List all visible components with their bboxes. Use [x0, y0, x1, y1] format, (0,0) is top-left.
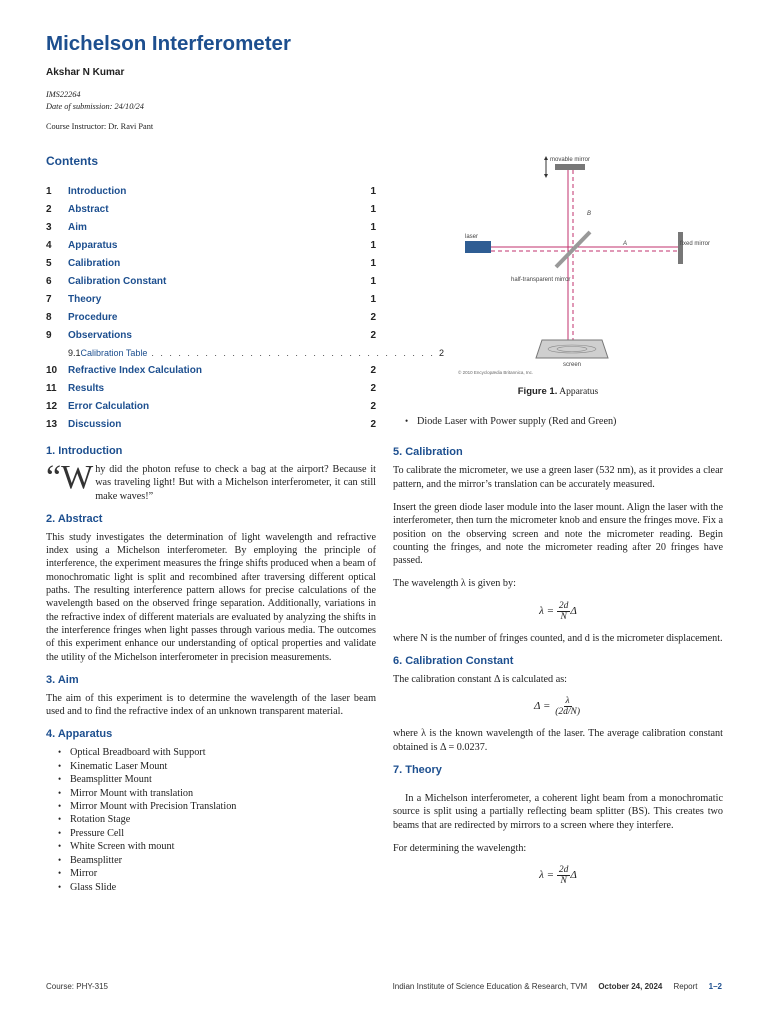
toc-page: 2	[370, 418, 376, 430]
interferometer-diagram	[418, 150, 711, 380]
toc-label: Discussion	[68, 418, 122, 430]
theory-equation: λ = $\frac{2d}{N}$ Δ	[539, 865, 577, 887]
toc-dots: . . . . . . . . . . . . . . . . . . . . . . . . . . . . . . . .	[151, 347, 435, 358]
toc-num: 3	[46, 221, 52, 233]
toc-label: Abstract	[68, 203, 109, 215]
toc-page: 1	[370, 239, 376, 251]
toc-item[interactable]	[46, 200, 376, 218]
label-fixed: fixed mirror	[680, 241, 711, 247]
toc-item[interactable]	[46, 397, 376, 415]
toc-page: 2	[370, 329, 376, 341]
list-item: • Optical Breadboard with Support	[58, 746, 376, 759]
toc-item[interactable]	[46, 236, 376, 254]
left-column	[46, 150, 444, 904]
toc-item[interactable]	[46, 326, 376, 344]
footer-right: Indian Institute of Science Education & Research, TVM October 24, 2024 Report 1–2	[392, 982, 722, 991]
apparatus-list	[46, 746, 376, 893]
submission-date: Date of submission: 24/10/24	[46, 102, 144, 111]
toc-item[interactable]	[46, 272, 376, 290]
list-item: • Glass Slide	[58, 881, 376, 894]
toc-page: 2	[370, 311, 376, 323]
student-id: IMS22264	[46, 90, 81, 99]
list-item: • Mirror Mount with Precision Translation	[58, 800, 376, 813]
list-item: • Beamsplitter	[58, 854, 376, 867]
calibration-p2: Insert the green diode laser module into the laser mount. Align the laser with the interferometer, then turn the micrometer knob and ensure the fringes move. Fix a position on the observing screen and note the micrometer reading. Begin counting the fringes, and note the micrometer reading after 20 fringes have passed.	[393, 502, 724, 567]
calibration-constant-heading: 6. Calibration Constant	[393, 655, 514, 668]
toc-page: 1	[370, 257, 376, 269]
toc-item[interactable]	[46, 218, 376, 236]
toc-page: 1	[370, 203, 376, 215]
toc-subitem[interactable]	[46, 344, 444, 361]
list-item: • Mirror Mount with translation	[58, 787, 376, 800]
aim-heading: 3. Aim	[46, 673, 79, 686]
theory-heading: 7. Theory	[393, 763, 442, 776]
toc-page: 2	[438, 347, 444, 358]
label-copyright: © 2010 Encyclopædia Britannica, Inc.	[458, 370, 534, 375]
toc-page: 1	[370, 293, 376, 305]
list-item: • Beamsplitter Mount	[58, 773, 376, 786]
movable-mirror-shape	[555, 164, 585, 170]
list-item: • Pressure Cell	[58, 827, 376, 840]
calibration-p1: To calibrate the micrometer, we use a green laser (532 nm), as it provides a clear pattern, and the mirror’s translation can be accurately measured.	[393, 465, 723, 490]
toc-label: Introduction	[68, 185, 127, 197]
toc-page: 2	[370, 364, 376, 376]
toc-num: 7	[46, 293, 52, 305]
introduction-text: “Why did the photon refuse to check a bag at the airport? Because it was traveling light! But with a Michelson interferometer, it can still make waves!”	[46, 459, 376, 502]
toc-label: Error Calculation	[68, 400, 150, 412]
toc-num: 13	[46, 418, 58, 430]
toc-page: 2	[370, 400, 376, 412]
toc-num: 5	[46, 257, 52, 269]
abstract-text: This study investigates the determination of light wavelength and refractive index using a Michelson interferometer. By employing the principle of interference, the experiment measures the fringe shifts produced when a beam of monochromatic light is split and recombined after traversing different optical paths. The resulting interference pattern allows for precise calculations of the wavelength based on the observed fringe separation. Additionally, variations in the refractive index of different materials are evaluated by analyzing the shifts in the interference fringes when light passes through various media. The outcomes of this experiment enhance our understanding of optical properties and validate the utility of the Michelson interferometer in precision measurements.	[46, 531, 376, 663]
abstract-heading: 2. Abstract	[46, 512, 103, 525]
toc-label: Apparatus	[68, 239, 118, 251]
footer-course: Course: PHY-315	[46, 982, 108, 991]
label-screen: screen	[562, 362, 582, 368]
label-b: B	[587, 211, 592, 217]
toc-item[interactable]	[46, 182, 376, 200]
apparatus-heading: 4. Apparatus	[46, 728, 113, 741]
calibration-heading: 5. Calibration	[393, 446, 463, 459]
toc-label: Calibration	[68, 257, 121, 269]
list-item: • Rotation Stage	[58, 813, 376, 826]
toc-num: 10	[46, 364, 58, 376]
list-item: • Diode Laser with Power supply (Red and Green)	[405, 415, 723, 428]
toc-num: 9.1	[68, 347, 81, 358]
right-column	[393, 150, 723, 896]
apparatus-figure	[418, 150, 711, 380]
toc-page: 1	[370, 275, 376, 287]
table-of-contents	[46, 182, 444, 433]
toc-num: 1	[46, 185, 52, 197]
laser-shape	[465, 241, 491, 253]
toc-label: Aim	[68, 221, 87, 233]
theory-p2: For determining the wavelength:	[393, 842, 527, 854]
calconst-p2: where λ is the known wavelength of the laser. The average calibration constant obtained is Δ = 0.0237.	[393, 728, 723, 753]
toc-item[interactable]	[46, 361, 376, 379]
author-name: Akshar N Kumar	[46, 67, 125, 78]
toc-label: Observations	[68, 329, 132, 341]
calibration-p4: where N is the number of fringes counted, and d is the micrometer displacement.	[393, 632, 723, 644]
list-item: • White Screen with mount	[58, 840, 376, 853]
toc-num: 4	[46, 239, 52, 251]
toc-num: 6	[46, 275, 52, 287]
toc-label: Calibration Table	[80, 347, 148, 358]
toc-item[interactable]	[46, 379, 376, 397]
contents-heading: Contents	[46, 154, 98, 168]
list-item: • Kinematic Laser Mount	[58, 760, 376, 773]
apparatus-list-continued	[393, 415, 723, 428]
figure-caption: Figure 1. Apparatus	[517, 386, 599, 397]
toc-page: 1	[370, 221, 376, 233]
dropcap: “W	[46, 459, 94, 496]
toc-num: 8	[46, 311, 52, 323]
label-movable: movable mirror	[549, 157, 591, 163]
toc-num: 11	[46, 382, 57, 394]
toc-label: Theory	[68, 293, 102, 305]
aim-text: The aim of this experiment is to determine the wavelength of the laser beam used and to find the refractive index of an unknown transparent material.	[46, 692, 376, 718]
toc-label: Procedure	[68, 311, 118, 323]
label-half: half-transparent mirror	[511, 277, 571, 283]
calibration-p3: The wavelength λ is given by:	[393, 578, 516, 590]
toc-num: 9	[46, 329, 52, 341]
toc-item[interactable]	[46, 308, 376, 326]
label-laser: laser	[465, 234, 479, 240]
screen-shape	[536, 340, 608, 358]
course-instructor: Course Instructor: Dr. Ravi Pant	[46, 122, 154, 131]
toc-num: 12	[46, 400, 58, 412]
toc-page: 2	[370, 382, 376, 394]
toc-label: Results	[68, 382, 105, 394]
toc-label: Calibration Constant	[68, 275, 167, 287]
fixed-mirror-shape	[678, 232, 683, 264]
page-title: Michelson Interferometer	[46, 32, 291, 55]
label-a: A	[623, 241, 628, 247]
toc-label: Refractive Index Calculation	[68, 364, 202, 376]
delta-equation: Δ = $\frac{\lambda}{(2d/N)}$	[534, 696, 580, 718]
toc-item[interactable]	[46, 254, 376, 272]
calconst-p1: The calibration constant Δ is calculated as:	[393, 674, 568, 686]
introduction-heading: 1. Introduction	[46, 445, 123, 457]
toc-item[interactable]	[46, 290, 376, 308]
wavelength-equation: λ = $\frac{2d}{N}$ Δ	[539, 600, 577, 622]
toc-page: 1	[370, 185, 376, 197]
theory-p1: In a Michelson interferometer, a coherent light beam from a monochromatic source is split using a partially reflecting beam splitter (BS). This creates two beams that are redirected by mirrors to a screen where they interfere.	[393, 792, 723, 831]
toc-num: 2	[46, 203, 52, 215]
list-item: • Mirror	[58, 867, 376, 880]
toc-item[interactable]	[46, 415, 376, 433]
